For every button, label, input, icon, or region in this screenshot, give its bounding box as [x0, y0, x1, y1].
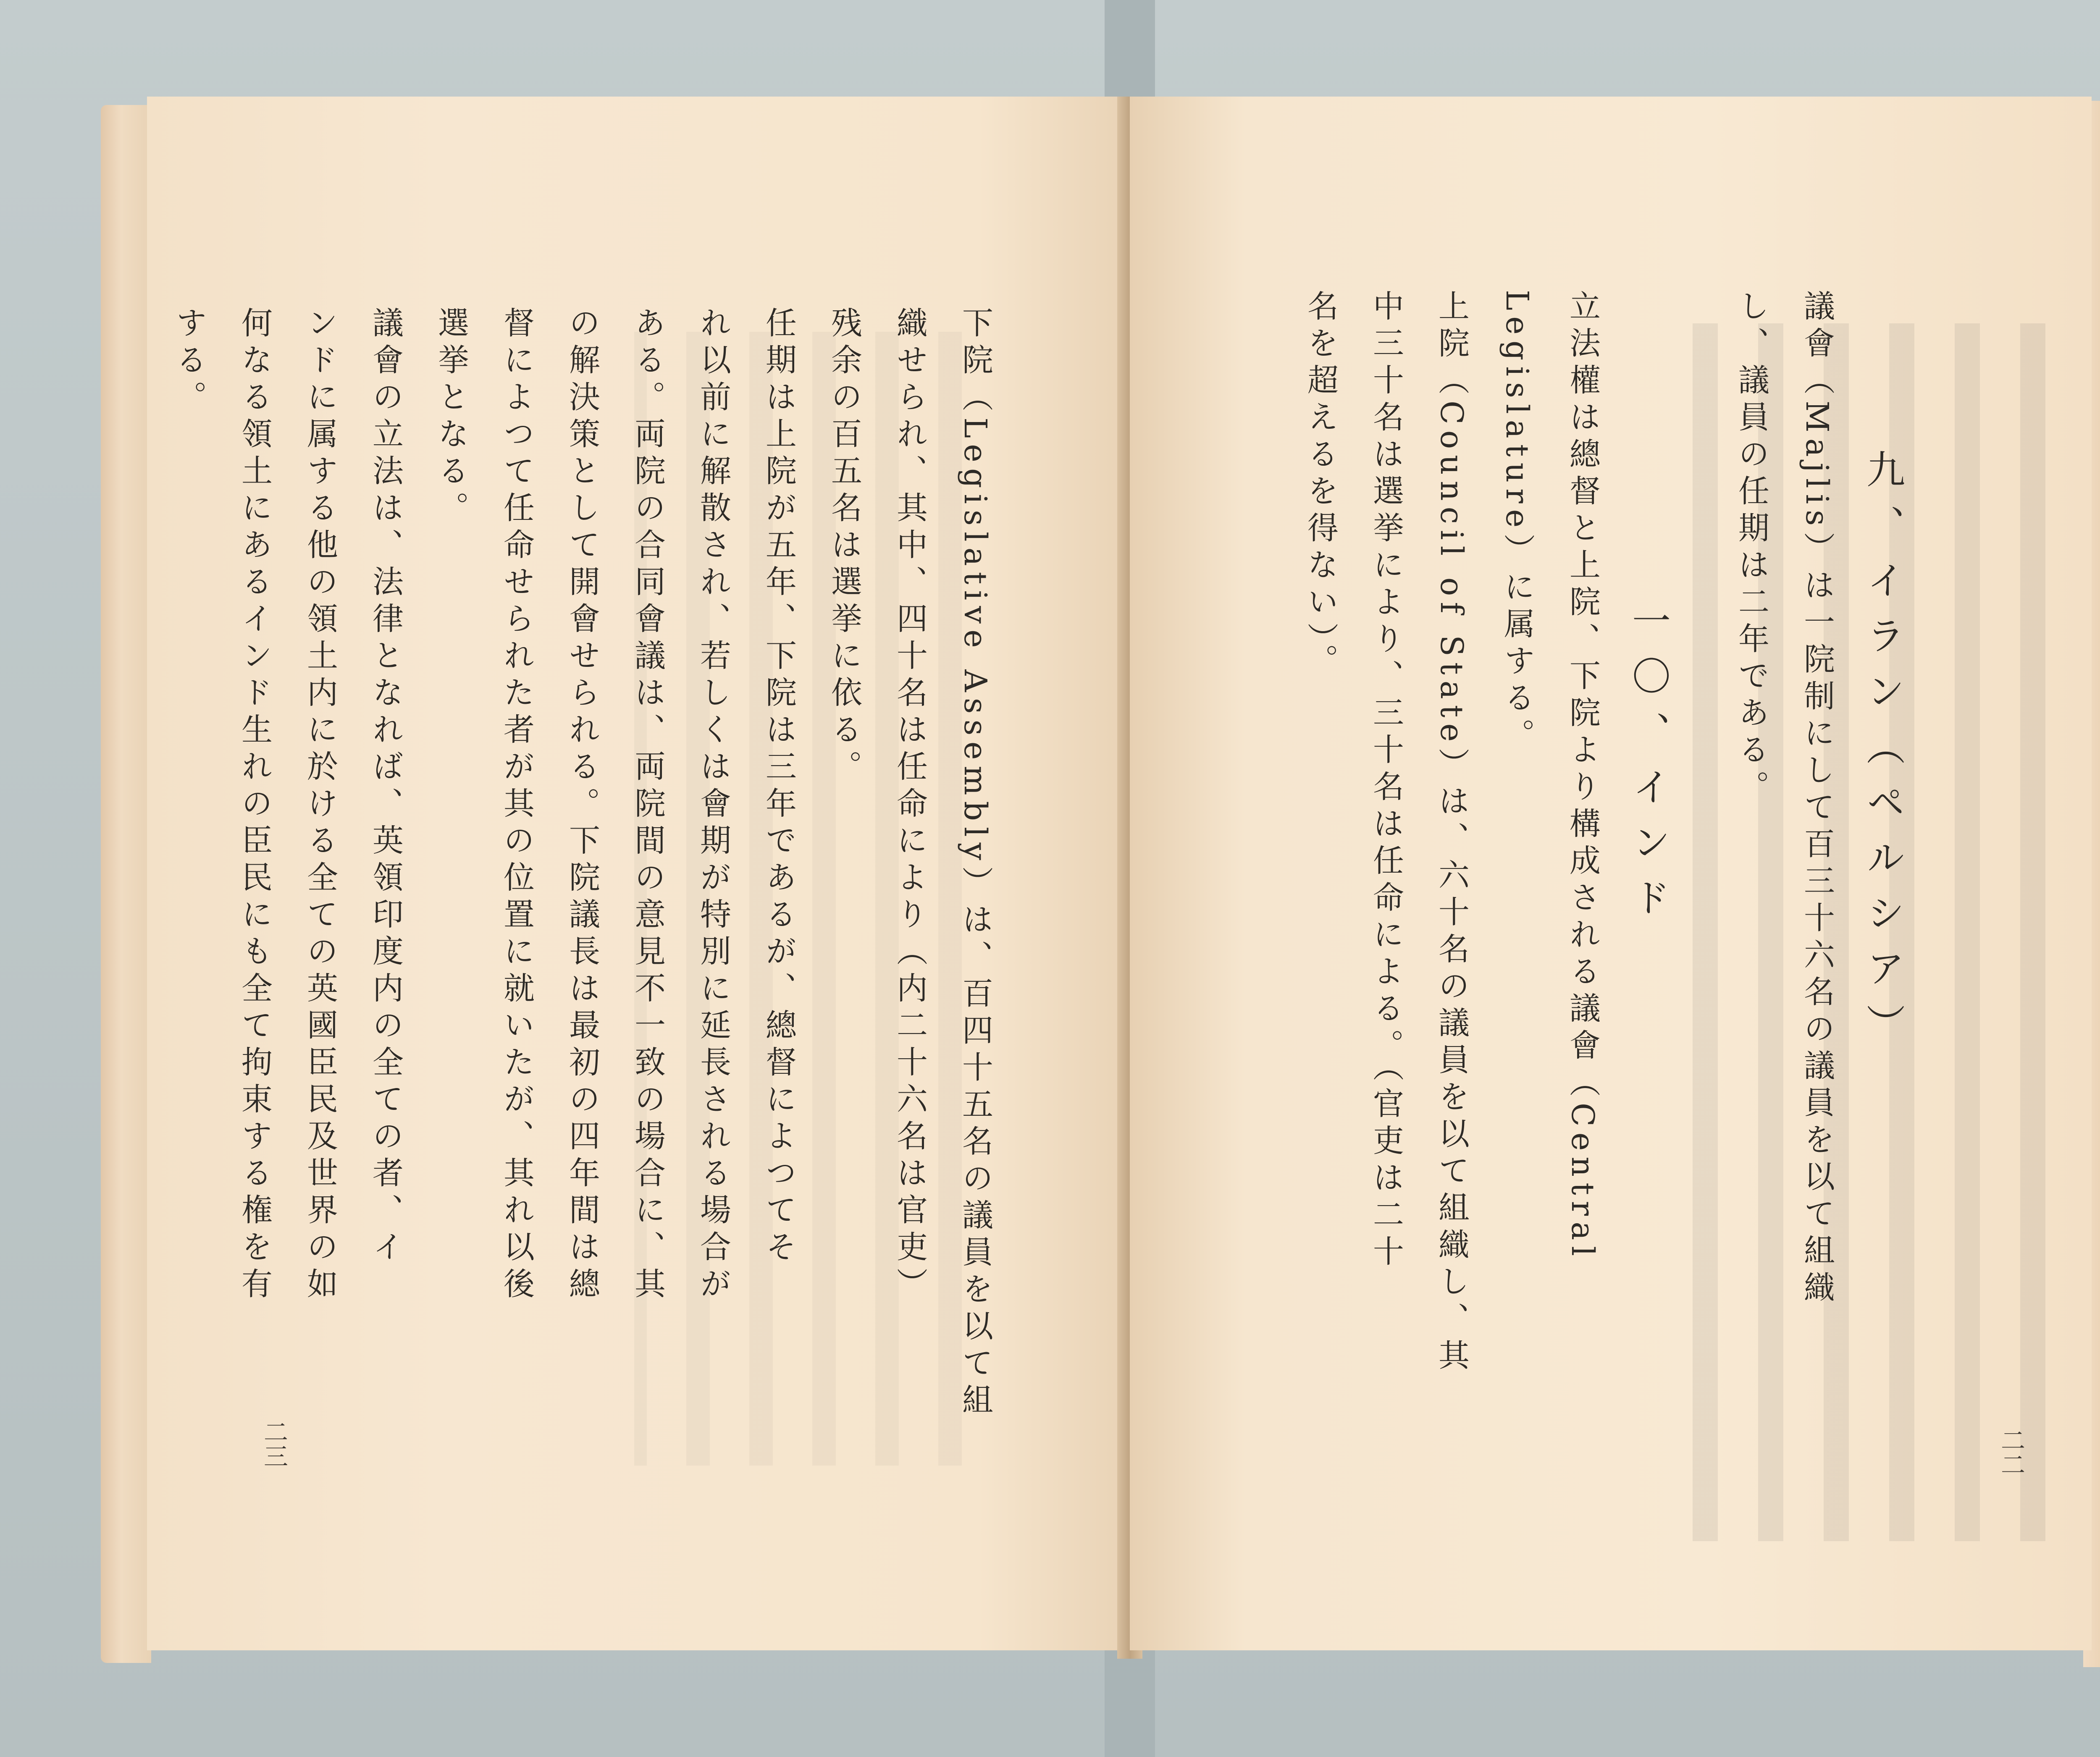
left-page: [147, 97, 1126, 1650]
text-column: 立法權は總督と上院、下院より構成される議會（Central: [1564, 290, 1601, 1262]
page-number-left: 二三: [260, 1419, 288, 1468]
text-column: Legislature）に属する。: [1499, 290, 1535, 755]
text-column: する。: [171, 307, 207, 417]
section-heading-iran: 九、イラン（ペルシア）: [1860, 449, 1905, 1059]
text-column: 議會の立法は、法律となれば、英領印度内の全ての者、イ: [368, 307, 404, 1267]
text-column: 名を超えるを得ない）。: [1302, 290, 1339, 681]
text-column: ンドに属する他の領土内に於ける全ての英國臣民及世界の如: [302, 307, 338, 1304]
text-column: 何なる領土にあるインド生れの臣民にも全て拘束する権を有: [236, 307, 273, 1304]
right-page-body: [1288, 290, 1915, 1550]
text-column: し、議員の任期は二年である。: [1733, 290, 1769, 807]
text-column: 議會（Majlis）は一院制にして百三十六名の議員を以て組織: [1799, 290, 1835, 1308]
right-page: [1130, 97, 2092, 1650]
section-heading-india: 一〇、インド: [1626, 601, 1671, 933]
section-spacer: [1681, 290, 1719, 1550]
text-column: 織せられ、其中、四十名は任命により（内二十六名は官吏）: [892, 307, 928, 1304]
text-column: 任期は上院が五年、下院は三年であるが、總督によつてそ: [761, 307, 797, 1267]
text-column: 中三十名は選挙により、三十名は任命による。（官吏は二十: [1368, 290, 1404, 1272]
open-book: [101, 97, 2100, 1671]
page-number-right: 二二: [1997, 1428, 2025, 1476]
text-column: 督によつて任命せられた者が其の位置に就いたが、其れ以後: [499, 307, 535, 1304]
text-column: れ以前に解散され、若しくは會期が特別に延長される場合が: [695, 307, 731, 1304]
text-column: 選挙となる。: [433, 307, 469, 528]
text-column: ある。両院の合同會議は、両院間の意見不一致の場合に、其: [630, 307, 666, 1304]
book-cover-left-edge: [101, 105, 151, 1663]
text-column: 残余の百五名は選挙に依る。: [826, 307, 862, 787]
text-column: の解決策として開會せられる。下院議長は最初の四年間は總: [564, 307, 600, 1304]
text-column: 上院（Council of State）は、六十名の議員を以て組織し、其: [1433, 290, 1470, 1376]
left-page-body: [156, 307, 1008, 1566]
text-column: 下院（Legislative Assembly）は、百四十五名の議員を以て組: [957, 307, 993, 1421]
